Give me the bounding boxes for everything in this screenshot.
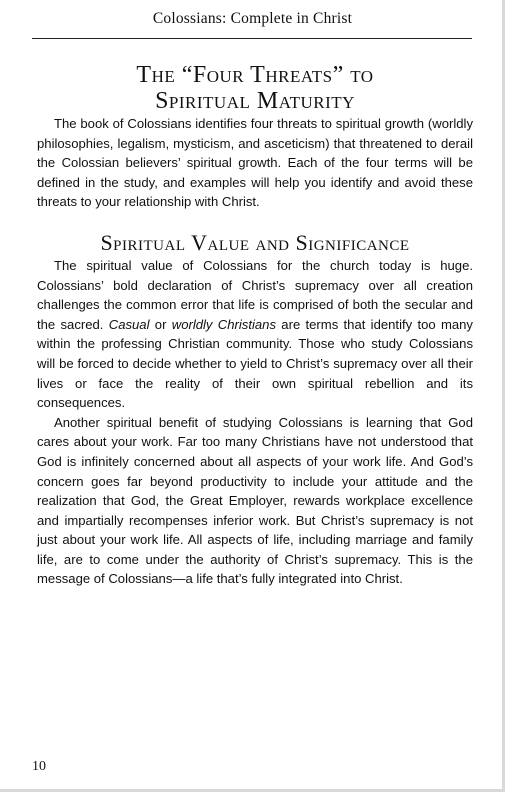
heading-line-2: Spiritual Maturity: [155, 88, 355, 114]
section-heading-spiritual-value: Spiritual Value and Significance: [100, 229, 410, 255]
page-number: 10: [32, 759, 46, 774]
header-rule: [32, 38, 472, 39]
text-run: are terms that identify too many within the professing Christian community. Those who study Colossians will be forced to decide whether to yield to Christ’s supremacy over all their lives or face the reality of their own spiritual rebellion and its consequences.: [37, 316, 473, 411]
italic-term-casual: Casual: [108, 316, 150, 332]
heading-line-1: The “Four Threats” to: [136, 62, 374, 88]
four-threats-paragraph: The book of Colossians identifies four threats to spiritual growth (worldly philosophies, legalism, mysticism, and asceticism) that threatened to derail the Colossian believers’ spiritual growth. Each of the four terms will be defined in the study, and examples will help you identify and avoid these threats to your relationship with Christ.: [37, 116, 473, 210]
italic-term-worldly-christians: worldly Christians: [171, 316, 276, 332]
text-run: or: [149, 316, 172, 332]
text-run: The spiritual value of Colossians for the church today is huge. Colossians’ bold declaration of Christ’s supremacy over all creation challenges the common error that life is comprised of both the secular and the sacred.: [37, 257, 473, 332]
spiritual-value-paragraph-2: Another spiritual benefit of studying Colossians is learning that God cares about your work. Far too many Christians have not understood that God is infinitely concerned about all aspects of your work life. And God’s concern goes far beyond productivity to include your attitude and the realization that God, the Great Employer, rewards workplace excellence and impartially recompenses inferior work. But Christ’s supremacy is not just about your work life. All aspects of life, including marriage and family life, are to come under the authority of Christ’s supremacy. This is the message of Colossians—a life that’s fully integrated into Christ.: [37, 414, 473, 587]
section-heading-four-threats: [37, 62, 473, 114]
spiritual-value-paragraph-1: [37, 256, 473, 413]
running-header: Colossians: Complete in Christ: [152, 10, 353, 27]
page-content: [37, 62, 473, 589]
